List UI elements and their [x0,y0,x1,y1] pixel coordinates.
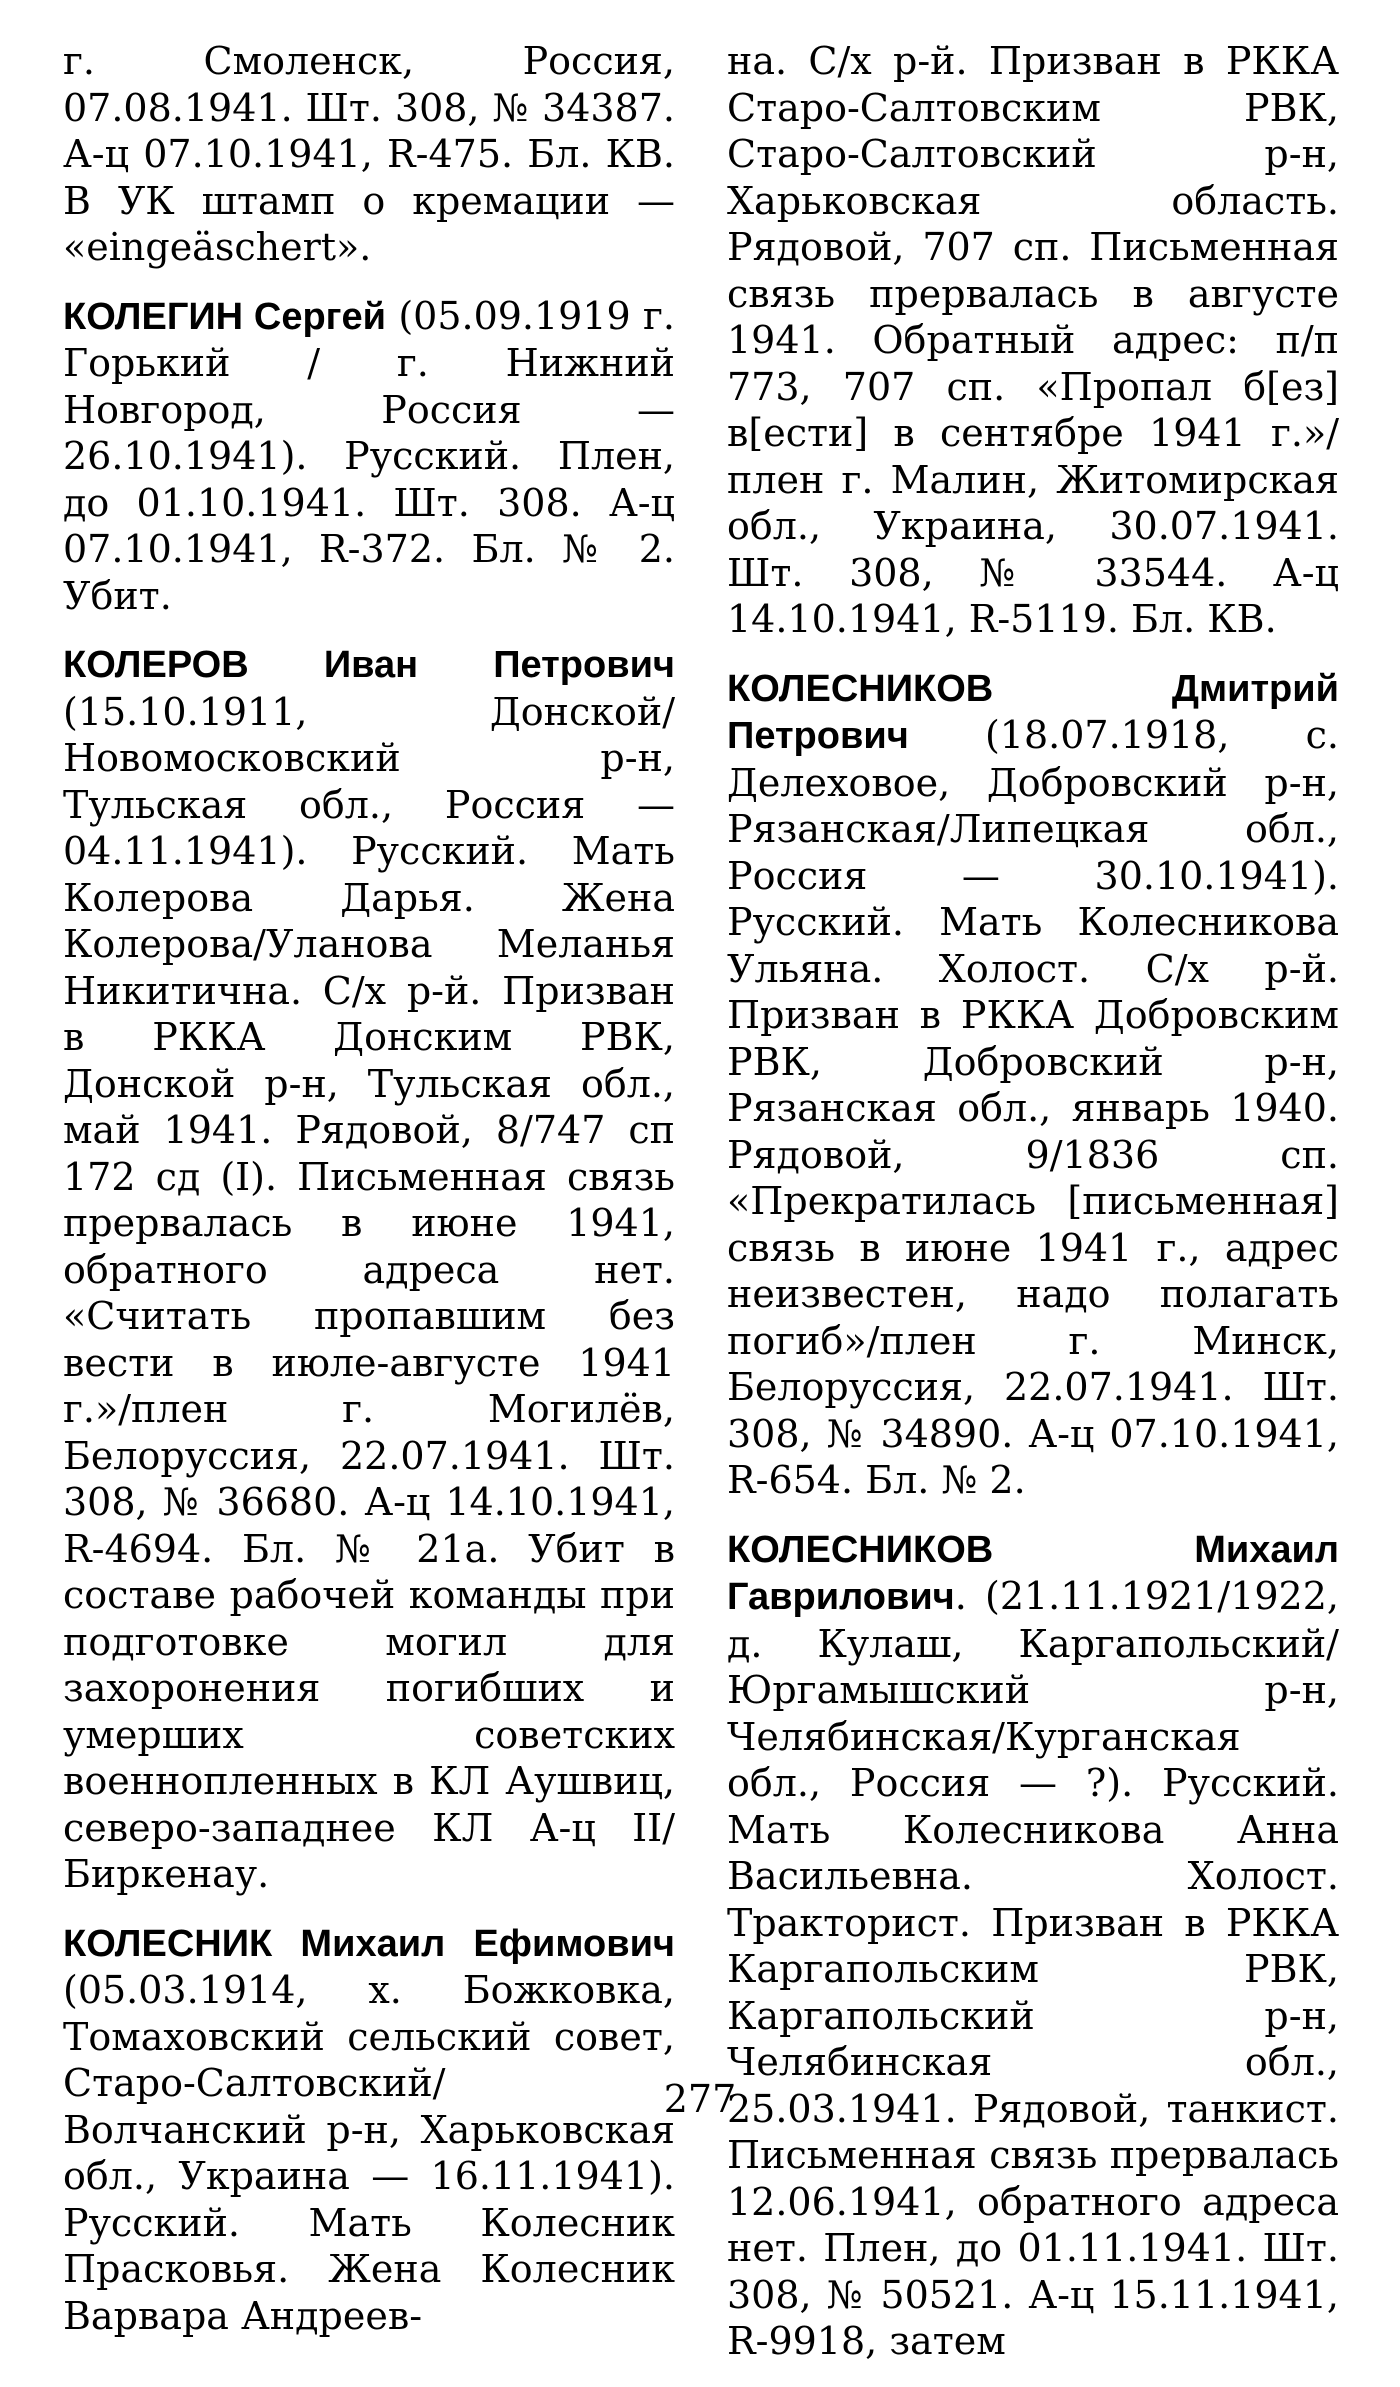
right-column [727,38,1339,2387]
entry-kolesnik-continuation [727,38,1339,643]
entry-continuation [63,38,675,271]
entry-kolerov [63,641,675,1898]
entry-text: (18.07.1918, с. Делеховое, Добровский р-н, Рязанская/Липецкая обл., Россия — 30.10.1941). Русский. Мать Колесникова Ульяна. Холост. С/х р-й. Призван в РККА Добровским РВК, Добровский р-н, Рязанская обл., январь 1940. Рядовой, 9/1836 сп. «Прекратилась [письменная] связь в июне 1941 г., адрес неизвестен, надо полагать погиб»/плен г. Минск, Белоруссия, 22.07.1941. Шт. 308, № 34890. А-ц 07.10.1941, R-654. Бл. № 2. [727,713,1339,1502]
entry-name: КОЛЕРОВ Иван Петрович [63,644,675,686]
entry-kolesnikov-dmitry [727,665,1339,1504]
entry-name: КОЛЕСНИКОВ Михаил Гаврилович [727,1528,1339,1618]
entry-text: . (21.11.1921/1922, д. Кулаш, Каргапольский/Юргамышский р-н, Челябинская/Курганская обл., Россия — ?). Русский. Мать Колесникова Анна Васильевна. Холост. Тракторист. Призван в РККА Каргапольским РВК, Каргапольский р-н, Челябинская обл., 25.03.1941. Рядовой, танкист. Письменная связь прервалась 12.06.1941, обратного адреса нет. Плен, до 01.11.1941. Шт. 308, № 50521. А-ц 15.11.1941, R-9918, затем [727,1574,1339,2363]
entry-text: (15.10.1911, Донской/Новомосковский р-н, Тульская обл., Россия — 04.11.1941). Русский. Мать Колерова Дарья. Жена Колерова/Уланова Меланья Никитична. С/х р-й. Призван в РККА Донским РВК, Донской р-н, Тульская обл., май 1941. Рядовой, 8/747 сп 172 сд (I). Письменная связь прервалась в июне 1941, обратного адреса нет. «Считать пропавшим без вести в июле-августе 1941 г.»/плен г. Могилёв, Белоруссия, 22.07.1941. Шт. 308, № 36680. А-ц 14.10.1941, R-4694. Бл. № 21а. Убит в составе рабочей команды при подготовке могил для захоронения погибших и умерших советских военнопленных в КЛ Аушвиц, северо-западнее КЛ А-ц II/Биркенау. [63,689,675,1896]
entry-text: (05.09.1919 г. Горький / г. Нижний Новгород, Россия — 26.10.1941). Русский. Плен, до 01.10.1941. Шт. 308. А-ц 07.10.1941, R-372. Бл. № 2. Убит. [63,293,676,618]
entry-text: (05.03.1914, х. Божковка, Томаховский сельский совет, Старо-Салтовский/Волчанский р-н, Харьковская обл., Украина — 16.11.1941). Русский. Мать Колесник Прасковья. Жена Колесник Варвара Андреев- [63,1968,675,2338]
entry-text: г. Смоленск, Россия, 07.08.1941. Шт. 308, № 34387. А-ц 07.10.1941, R-475. Бл. КВ. В УК штамп о кремации — «eingeäschert». [63,39,675,269]
entry-name: КОЛЕГИН Сергей [63,295,387,338]
entry-name: КОЛЕСНИК Михаил Ефимович [63,1922,675,1965]
page-number: 277 [663,2077,737,2121]
entry-text: на. С/х р-й. Призван в РККА Старо-Салтовским РВК, Старо-Салтовский р-н, Харьковская область. Рядовой, 707 сп. Письменная связь прервалась в августе 1941. Обратный адрес: п/п 773, 707 сп. «Пропал б[ез] в[ести] в сентябре 1941 г.»/плен г. Малин, Житомирская обл., Украина, 30.07.1941. Шт. 308, № 33544. А-ц 14.10.1941, R-5119. Бл. КВ. [727,39,1339,641]
entry-name: КОЛЕСНИКОВ Дмитрий Петрович [727,667,1339,757]
entry-kolesnik [63,1920,675,2340]
entry-kolegin [63,293,675,620]
entry-kolesnikov-mikhail [727,1526,1339,2365]
left-column [63,38,675,2361]
